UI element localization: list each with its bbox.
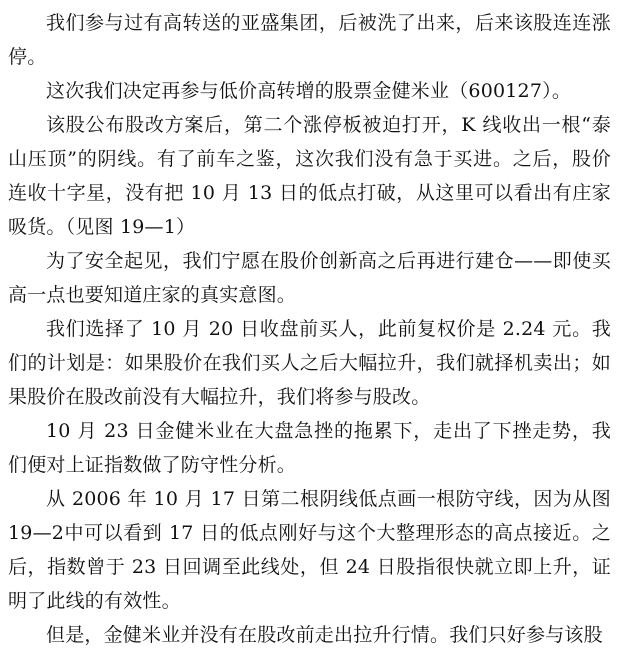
paragraph-6: 10 月 23 日金健米业在大盘急挫的拖累下，走出了下挫走势，我们便对上证指数做了防守性分析。 [8, 420, 611, 476]
paragraph-1: 我们参与过有高转送的亚盛集团，后被洗了出来，后来该股连连涨停。 [8, 12, 611, 68]
paragraph-5: 我们选择了 10 月 20 日收盘前买人，此前复权价是 2.24 元。我们的计划是：如果股价在我们买人之后大幅拉升，我们就择机卖出；如果股价在股改前没有大幅拉升，我们将参与股改。 [8, 318, 611, 408]
paragraph-7: 从 2006 年 10 月 17 日第二根阴线低点画一根防守线，因为从图 19—2中可以看到 17 日的低点刚好与这个大整理形态的高点接近。之后，指数曾于 23 日回调至此线处，但 24 日股指很快就立即上升，证明了此线的有效性。 [8, 488, 611, 612]
paragraph-4: 为了安全起见，我们宁愿在股价创新高之后再进行建仓——即使买高一点也要知道庄家的真实意图。 [8, 250, 611, 306]
paragraph-2: 这次我们决定再参与低价高转增的股票金健米业（600127）。 [46, 80, 572, 102]
paragraph-8: 但是，金健米业并没有在股改前走出拉升行情。我们只好参与该股 [46, 624, 603, 646]
paragraph-3: 该股公布股改方案后，第二个涨停板被迫打开，K 线收出一根“泰山压顶”的阴线。有了前车之鉴，这次我们没有急于买进。之后，股价连收十字星，没有把 10 月 13 日的低点打破，从这里可以看出有庄家吸货。（见图 19—1） [8, 114, 611, 238]
